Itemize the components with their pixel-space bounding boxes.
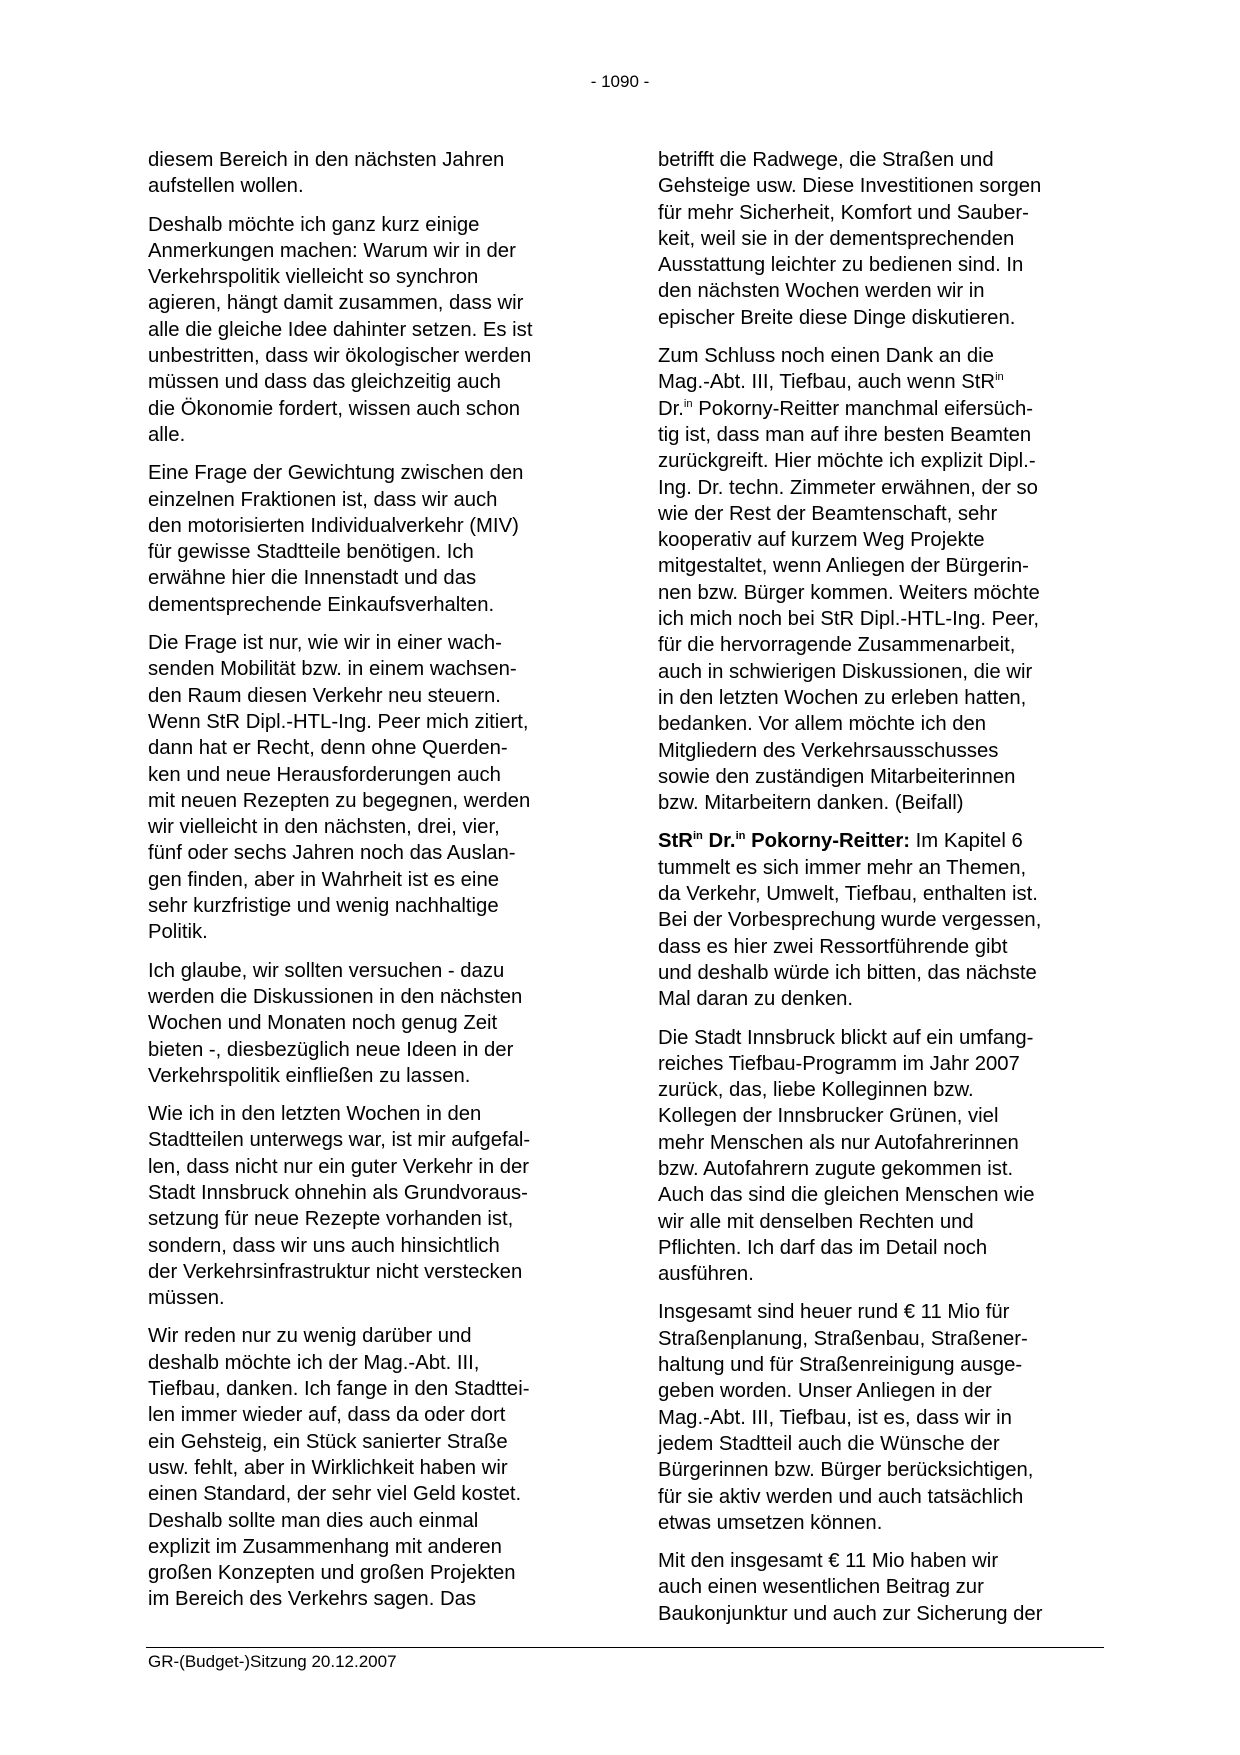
text-line: mit neuen Rezepten zu begegnen, werden (148, 789, 531, 812)
text-line: deshalb möchte ich der Mag.-Abt. III, (148, 1351, 480, 1374)
text-line: Anmerkungen machen: Warum wir in der (148, 239, 516, 262)
text-line: jedem Stadtteil auch die Wünsche der (658, 1432, 1000, 1455)
text-line: Wie ich in den letzten Wochen in den (148, 1103, 482, 1126)
text-line: auch in schwierigen Diskussionen, die wir (658, 660, 1033, 683)
text-line: Mal daran zu denken. (658, 988, 854, 1011)
text-line: den motorisierten Individualverkehr (MIV) (148, 514, 519, 537)
text-line: usw. fehlt, aber in Wirklichkeit haben wir (148, 1456, 508, 1479)
line: Im Kapitel 6 (910, 830, 1023, 853)
text-line: alle. (148, 423, 186, 446)
text-line: agieren, hängt damit zusammen, dass wir (148, 292, 524, 315)
text-line: müssen und dass das gleichzeitig auch (148, 371, 501, 394)
text-line: senden Mobilität bzw. in einem wachsen- (148, 658, 517, 681)
text-line: für die hervorragende Zusammenarbeit, (658, 634, 1016, 657)
text-line: gen finden, aber in Wahrheit ist es eine (148, 868, 499, 891)
text-line: einen Standard, der sehr viel Geld kostet. (148, 1483, 522, 1506)
text-line: für mehr Sicherheit, Komfort und Sauber- (658, 201, 1029, 224)
text-line: diesem Bereich in den nächsten Jahren (148, 149, 505, 171)
text-line: Stadt Innsbruck ohnehin als Grundvoraus- (148, 1181, 528, 1204)
text-line: werden die Diskussionen in den nächsten (148, 985, 523, 1008)
text-line: geben worden. Unser Anliegen in der (658, 1380, 992, 1403)
text-line: ein Gehsteig, ein Stück sanierter Straße (148, 1430, 508, 1453)
text-line: für gewisse Stadtteile benötigen. Ich (148, 541, 474, 564)
text-line: den nächsten Wochen werden wir in (658, 280, 985, 303)
text-line: zurückgreift. Hier möchte ich explizit Dipl.- (658, 450, 1036, 473)
speaker-title: StR (658, 830, 693, 853)
text-line: betrifft die Radwege, die Straßen und (658, 149, 994, 171)
text-line: in den letzten Wochen zu erleben hatten, (658, 686, 1027, 709)
page-number: - 1090 - (590, 72, 650, 91)
text-line: im Bereich des Verkehrs sagen. Das (148, 1588, 477, 1611)
text-line: wir vielleicht in den nächsten, drei, vier, (148, 816, 500, 839)
text-line: da Verkehr, Umwelt, Tiefbau, enthalten ist. (658, 883, 1038, 906)
text-line: tig ist, dass man auf ihre besten Beamten (658, 423, 1032, 446)
text-line: unbestritten, dass wir ökologischer werden (148, 345, 532, 368)
text-line: len, dass nicht nur ein guter Verkehr in der (148, 1155, 530, 1178)
text-line: großen Konzepten und großen Projekten (148, 1562, 516, 1585)
text-line: dass es hier zwei Ressortführende gibt (658, 935, 1008, 958)
text-line: Auch das sind die gleichen Menschen wie (658, 1184, 1035, 1207)
text-line: auch einen wesentlichen Beitrag zur (658, 1576, 984, 1599)
text-line: und deshalb würde ich bitten, das nächste (658, 961, 1037, 984)
text-line: Bei der Vorbesprechung wurde vergessen, (658, 909, 1042, 932)
text-line: ausführen. (658, 1263, 754, 1286)
text-line: Gehsteige usw. Diese Investitionen sorgen (658, 175, 1042, 198)
text-line: Wenn StR Dipl.-HTL-Ing. Peer mich zitiert, (148, 710, 529, 733)
text-line: mehr Menschen als nur Autofahrerinnen (658, 1131, 1019, 1154)
text-line: Insgesamt sind heuer rund € 11 Mio für (658, 1301, 1010, 1324)
speaker-degree: Dr. (702, 830, 736, 853)
line: Zum Schluss noch einen Dank an die (658, 345, 994, 368)
paragraph (148, 147, 588, 200)
text-line: Verkehrspolitik einfließen zu lassen. (148, 1064, 471, 1087)
text-line: Politik. (148, 921, 208, 944)
text-line: haltung und für Straßenreinigung ausge- (658, 1354, 1023, 1377)
text-line: Baukonjunktur und auch zur Sicherung der (658, 1602, 1043, 1625)
speaker-surname: Pokorny-Reitter: (745, 830, 911, 853)
left-column (148, 147, 588, 1625)
text-line: Eine Frage der Gewichtung zwischen den (148, 462, 524, 485)
text-line: explizit im Zusammenhang mit anderen (148, 1535, 502, 1558)
text-line: Ausstattung leichter zu bedienen sind. In (658, 254, 1024, 277)
text-line: Ich glaube, wir sollten versuchen - dazu (148, 959, 505, 982)
text-line: Deshalb möchte ich ganz kurz einige (148, 213, 480, 236)
text-line: Pflichten. Ich darf das im Detail noch (658, 1236, 988, 1259)
text-line: bieten -, diesbezüglich neue Ideen in der (148, 1038, 514, 1061)
text-line: Kollegen der Innsbrucker Grünen, viel (658, 1105, 999, 1128)
text-line: erwähne hier die Innenstadt und das (148, 567, 477, 590)
superscript: in (683, 397, 693, 410)
paragraph (658, 1548, 1101, 1627)
paragraph (658, 147, 1101, 331)
paragraph-rest (658, 857, 1041, 1010)
text-line: Ing. Dr. techn. Zimmeter erwähnen, der so (658, 476, 1038, 499)
text-line: der Verkehrsinfrastruktur nicht verstecken (148, 1260, 523, 1283)
text-line: Tiefbau, danken. Ich fange in den Stadttei- (148, 1378, 530, 1401)
text-line: Wochen und Monaten noch genug Zeit (148, 1012, 498, 1035)
paragraph (658, 1025, 1101, 1288)
right-column (658, 147, 1101, 1639)
paragraph-thanks (658, 343, 1101, 816)
text-line: den Raum diesen Verkehr neu steuern. (148, 684, 501, 707)
text-line: sehr kurzfristige und wenig nachhaltige (148, 895, 499, 918)
text-line: müssen. (148, 1287, 225, 1310)
superscript: in (735, 830, 746, 843)
paragraph-rest (658, 424, 1040, 814)
text-line: Bürgerinnen bzw. Bürger berücksichtigen, (658, 1459, 1034, 1482)
text-line: ich mich noch bei StR Dipl.-HTL-Ing. Peer, (658, 608, 1039, 631)
text-line: Straßenplanung, Straßenbau, Straßener- (658, 1327, 1028, 1350)
text-line: ken und neue Herausforderungen auch (148, 763, 501, 786)
text-line: Mag.-Abt. III, Tiefbau, ist es, dass wir in (658, 1406, 1012, 1429)
text-line: tummelt es sich immer mehr an Themen, (658, 856, 1027, 879)
text-line: Die Stadt Innsbruck blickt auf ein umfang- (658, 1026, 1034, 1049)
text-line: etwas umsetzen können. (658, 1511, 883, 1534)
text-line: mitgestaltet, wenn Anliegen der Bürgerin- (658, 555, 1029, 578)
text-line: dementsprechende Einkaufsverhalten. (148, 593, 495, 616)
paragraph (148, 460, 588, 618)
text-line: wir alle mit denselben Rechten und (658, 1210, 974, 1233)
text-line: nen bzw. Bürger kommen. Weiters möchte (658, 581, 1040, 604)
text-line: die Ökonomie fordert, wissen auch schon (148, 397, 521, 420)
text-line: epischer Breite diese Dinge diskutieren. (658, 306, 1016, 329)
text-line: einzelnen Fraktionen ist, dass wir auch (148, 488, 498, 511)
line: Pokorny-Reitter manchmal eifersüch- (692, 397, 1034, 420)
line: Dr. (658, 397, 684, 420)
speaker-name (658, 830, 910, 852)
footer-text: GR-(Budget-)Sitzung 20.12.2007 (148, 1652, 397, 1671)
paragraph (148, 958, 588, 1089)
text-line: sowie den zuständigen Mitarbeiterinnen (658, 765, 1016, 788)
paragraph (148, 630, 588, 946)
text-line: dann hat er Recht, denn ohne Querden- (148, 737, 508, 760)
text-line: Wir reden nur zu wenig darüber und (148, 1325, 472, 1348)
paragraph (148, 1101, 588, 1311)
text-line: sondern, dass wir uns auch hinsichtlich (148, 1234, 500, 1257)
text-line: bzw. Mitarbeitern danken. (Beifall) (658, 792, 964, 815)
line: Mag.-Abt. III, Tiefbau, auch wenn StR (658, 371, 996, 394)
text-line: wie der Rest der Beamtenschaft, sehr (658, 502, 998, 525)
text-line: fünf oder sechs Jahren noch das Auslan- (148, 842, 516, 865)
superscript: in (995, 371, 1004, 384)
paragraph (148, 212, 588, 449)
text-line: Mit den insgesamt € 11 Mio haben wir (658, 1550, 999, 1573)
text-line: Deshalb sollte man dies auch einmal (148, 1509, 479, 1532)
text-line: alle die gleiche Idee dahinter setzen. Es ist (148, 318, 533, 341)
superscript: in (692, 830, 703, 843)
text-line: aufstellen wollen. (148, 175, 304, 198)
text-line: für sie aktiv werden und auch tatsächlich (658, 1485, 1024, 1508)
text-line: setzung für neue Rezepte vorhanden ist, (148, 1208, 514, 1231)
paragraph (148, 1323, 588, 1612)
text-line: reiches Tiefbau-Programm im Jahr 2007 (658, 1052, 1020, 1075)
text-line: keit, weil sie in der dementsprechenden (658, 227, 1015, 250)
text-line: Mitgliedern des Verkehrsausschusses (658, 739, 999, 762)
paragraph-speech (658, 828, 1101, 1012)
text-line: Die Frage ist nur, wie wir in einer wach- (148, 632, 502, 655)
text-line: Verkehrspolitik vielleicht so synchron (148, 266, 479, 289)
text-line: bzw. Autofahrern zugute gekommen ist. (658, 1157, 1014, 1180)
text-line: zurück, das, liebe Kolleginnen bzw. (658, 1079, 974, 1102)
text-line: kooperativ auf kurzem Weg Projekte (658, 529, 985, 552)
text-line: Stadtteilen unterwegs war, ist mir aufgefal- (148, 1129, 531, 1152)
footer-divider (146, 1647, 1104, 1648)
text-line: len immer wieder auf, dass da oder dort (148, 1404, 506, 1427)
paragraph (658, 1299, 1101, 1536)
text-line: bedanken. Vor allem möchte ich den (658, 713, 987, 736)
